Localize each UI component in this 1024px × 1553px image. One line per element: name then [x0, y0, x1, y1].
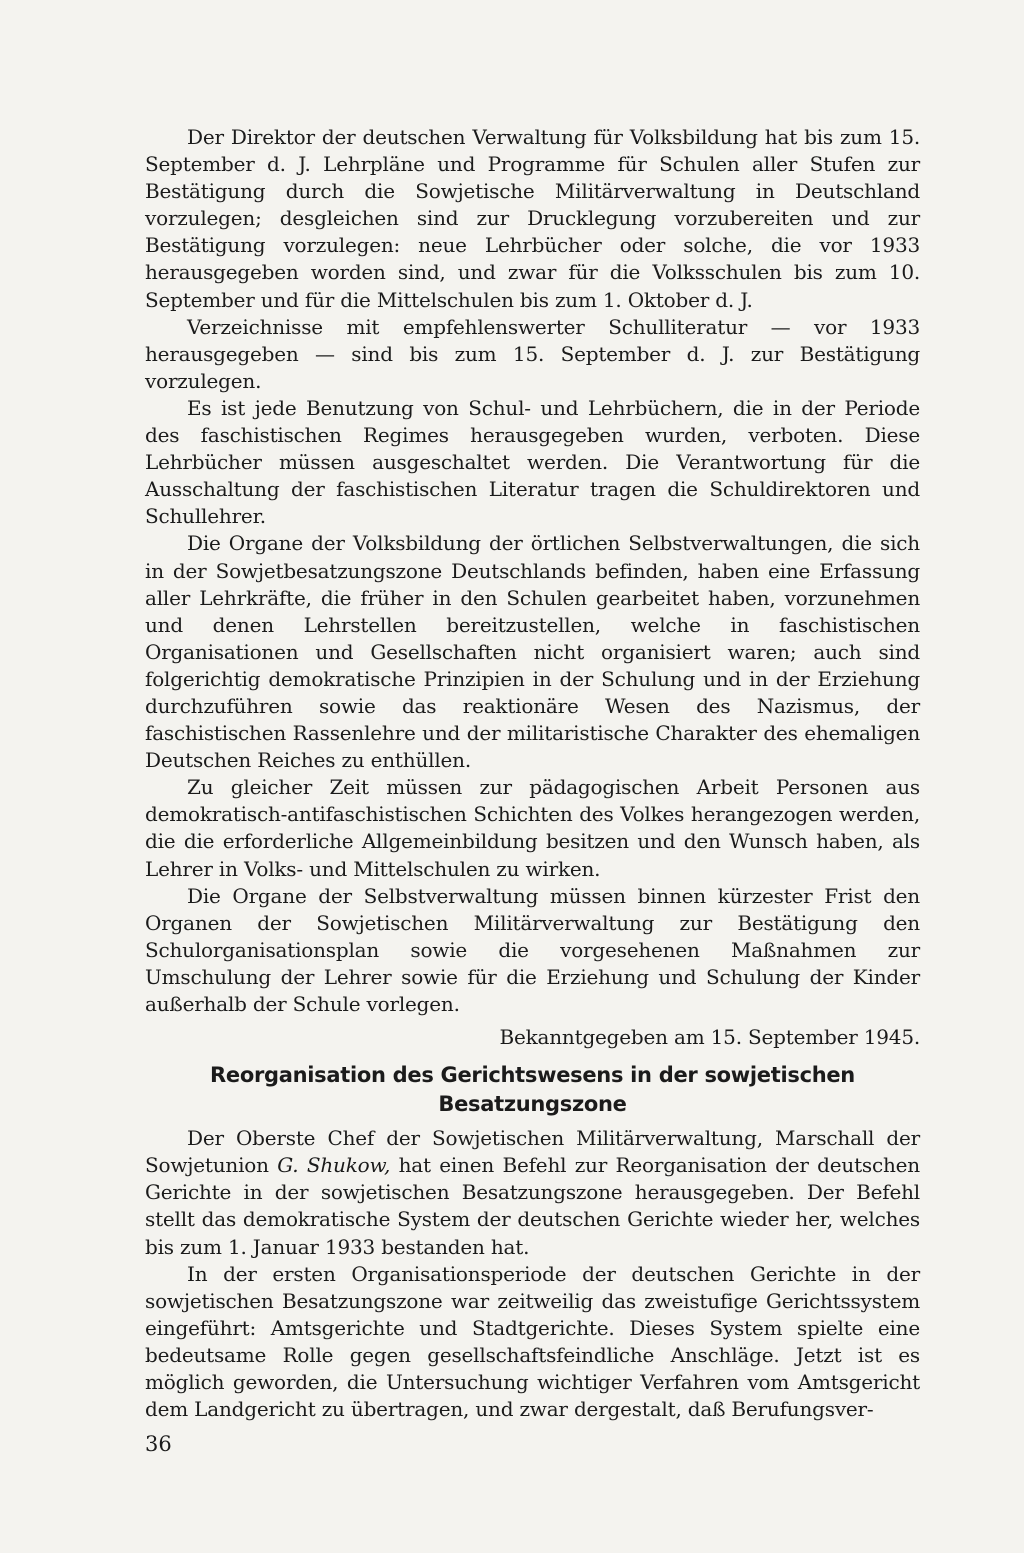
- paragraph-befehl-text-start: Der Oberste Chef der Sowjetischen Militärverwaltung, Marschall der Sowjetunion: [145, 1126, 920, 1178]
- paragraph-schulliteratur: Verzeichnisse mit empfehlenswerter Schulliteratur — vor 1933 herausgegeben — sind bis zum 15. September d. J. zur Bestätigung vorzulegen.: [145, 314, 920, 393]
- paragraph-paedagogische-arbeit: Zu gleicher Zeit müssen zur pädagogischen Arbeit Personen aus demokratisch-antifaschistischen Schichten des Volkes herangezogen werden, die die erforderliche Allgemeinbildung besitzen und den Wunsch haben, als Lehrer in Volks- und Mittelschulen zu wirken.: [145, 775, 920, 881]
- section-heading: Reorganisation des Gerichtswesens in der sowjetischen Besatzungszone: [210, 1063, 855, 1117]
- paragraph-befehl-shukow: [145, 1125, 920, 1260]
- document-page: [145, 124, 920, 1423]
- page-number: 36: [145, 1432, 172, 1456]
- paragraph-lehrplaene: Der Direktor der deutschen Verwaltung für Volksbildung hat bis zum 15. September d. J. Lehrpläne und Programme für Schulen aller Stufen zur Bestätigung durch die Sowjetische Militärverwaltung in Deutschland vorzulegen; desgleichen sind zur Drucklegung vorzubereiten und zur Bestätigung vorzulegen: neue Lehrbücher oder solche, die vor 1933 herausgegeben worden sind, und zwar für die Volksschulen bis zum 10. September und für die Mittelschulen bis zum 1. Oktober d. J.: [145, 125, 920, 312]
- paragraph-organe-volksbildung: Die Organe der Volksbildung der örtlichen Selbstverwaltungen, die sich in der Sowjetbesatzungszone Deutschlands befinden, haben eine Erfassung aller Lehrkräfte, die früher in den Schulen gearbeitet haben, vorzunehmen und denen Lehrstellen bereitzustellen, welche in faschistischen Organisationen und Gesellschaften nicht organisiert waren; auch sind folgerichtig demokratische Prinzipien in der Schulung und in der Erziehung durchzuführen sowie das reaktionäre Wesen des Nazismus, der faschistischen Rassenlehre und der militaristische Charakter des ehemaligen Deutschen Reiches zu enthüllen.: [145, 531, 920, 773]
- paragraph-organisationsperiode: In der ersten Organisationsperiode der deutschen Gerichte in der sowjetischen Besatzungszone war zeitweilig das zweistufige Gerichtssystem eingeführt: Amtsgerichte und Stadtgerichte. Dieses System spielte eine bedeutsame Rolle gegen gesellschaftsfeindliche Anschläge. Jetzt ist es möglich geworden, die Untersuchung wichtiger Verfahren vom Amtsgericht dem Landgericht zu übertragen, und zwar dergestalt, daß Berufungsver-: [145, 1261, 920, 1422]
- announcement-date: Bekanntgegeben am 15. September 1945.: [499, 1025, 920, 1050]
- paragraph-selbstverwaltung: Die Organe der Selbstverwaltung müssen binnen kürzester Frist den Organen der Sowjetischen Militärverwaltung zur Bestätigung den Schulorganisationsplan sowie die vorgesehenen Maßnahmen zur Umschulung der Lehrer sowie für die Erziehung und Schulung der Kinder außerhalb der Schule vorlegen.: [145, 883, 920, 1016]
- paragraph-befehl-text-end: hat einen Befehl zur Reorganisation der deutschen Gerichte in der sowjetischen Besatzungszone herausgegeben. Der Befehl stellt das demokratische System der deutschen Gerichte wieder her, welches bis zum 1. Januar 1933 bestanden hat.: [145, 1153, 920, 1259]
- person-name: G. Shukow,: [277, 1153, 391, 1178]
- paragraph-verbot-lehrbuecher: Es ist jede Benutzung von Schul- und Lehrbüchern, die in der Periode des faschistischen Regimes herausgegeben wurden, verboten. Diese Lehrbücher müssen ausgeschaltet werden. Die Verantwortung für die Ausschaltung der faschistischen Literatur tragen die Schuldirektoren und Schullehrer.: [145, 395, 920, 529]
